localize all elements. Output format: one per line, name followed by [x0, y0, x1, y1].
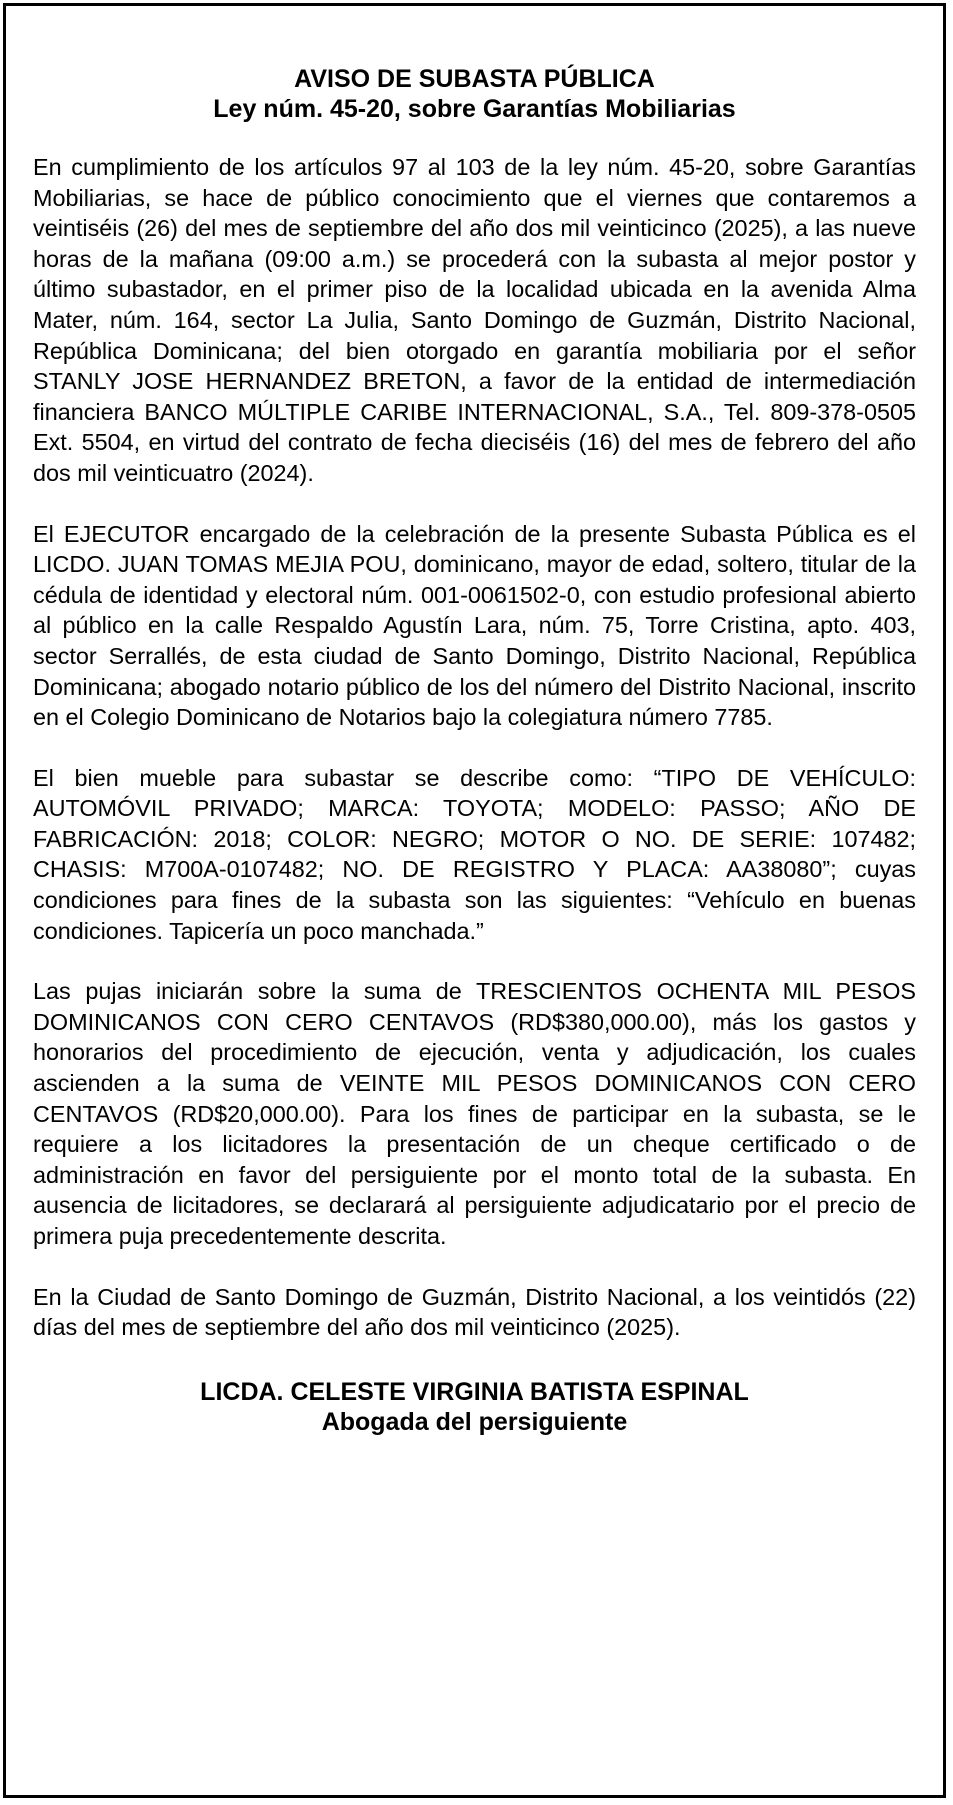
notice-subtitle: Ley núm. 45-20, sobre Garantías Mobiliarias — [213, 95, 736, 123]
paragraph-executor: El EJECUTOR encargado de la celebración de la presente Subasta Pública es el LICDO. JUAN TOMAS MEJIA POU, dominicano, mayor de edad, soltero, titular de la cédula de identidad y electoral núm. 001-0061502-0, con estudio profesional abierto al público en la calle Respaldo Agustín Lara, núm. 75, Torre Cristina, apto. 403, sector Serrallés, de esta ciudad de Santo Domingo, Distrito Nacional, República Dominicana; abogado notario público de los del número del Distrito Nacional, inscrito en el Colegio Dominicano de Notarios bajo la colegiatura número 7785. — [33, 520, 916, 731]
signature-role: Abogada del persiguiente — [321, 1407, 628, 1436]
paragraph-bidding-terms: Las pujas iniciarán sobre la suma de TRESCIENTOS OCHENTA MIL PESOS DOMINICANOS CON CERO CENTAVOS (RD$380,000.00), más los gastos y honorarios del procedimiento de ejecución, venta y adjudicación, los cuales ascienden a la suma de VEINTE MIL PESOS DOMINICANOS CON CERO CENTAVOS (RD$20,000.00). Para los fines de participar en la subasta, se le requiere a los licitadores la presentación de un cheque certificado o de administración en favor del persiguiente por el monto total de la subasta. En ausencia de licitadores, se declarará al persiguiente adjudicatario por el precio de primera puja precedentemente descrita. — [33, 978, 916, 1249]
notice-border — [3, 3, 946, 1798]
signature-name: LICDA. CELESTE VIRGINIA BATISTA ESPINAL — [200, 1377, 749, 1406]
paragraph-auction-announcement: En cumplimiento de los artículos 97 al 103 de la ley núm. 45-20, sobre Garantías Mobiliarias, se hace de público conocimiento que el viernes que contaremos a veintiséis (26) del mes de septiembre del año dos mil veinticinco (2025), a las nueve horas de la mañana (09:00 a.m.) se procederá con la subasta al mejor postor y último subastador, en el primer piso de la localidad ubicada en la avenida Alma Mater, núm. 164, sector La Julia, Santo Domingo de Guzmán, Distrito Nacional, República Dominicana; del bien otorgado en garantía mobiliaria por el señor STANLY JOSE HERNANDEZ BRETON, a favor de la entidad de intermediación financiera BANCO MÚLTIPLE CARIBE INTERNACIONAL, S.A., Tel. 809-378-0505 Ext. 5504, en virtud del contrato de fecha dieciséis (16) del mes de febrero del año dos mil veinticuatro (2024). — [33, 154, 916, 486]
paragraph-place-date: En la Ciudad de Santo Domingo de Guzmán, Distrito Nacional, a los veintidós (22) días del mes de septiembre del año dos mil veinticinco (2025). — [33, 1283, 916, 1341]
paragraph-vehicle-description: El bien mueble para subastar se describe como: “TIPO DE VEHÍCULO: AUTOMÓVIL PRIVADO; MARCA: TOYOTA; MODELO: PASSO; AÑO DE FABRICACIÓN: 2018; COLOR: NEGRO; MOTOR O NO. DE SERIE: 107482; CHASIS: M700A-0107482; NO. DE REGISTRO Y PLACA: AA38080”; cuyas condiciones para fines de la subasta son las siguientes: “Vehículo en buenas condiciones. Tapicería un poco manchada.” — [33, 764, 916, 944]
notice-body — [33, 64, 916, 1437]
notice-title: AVISO DE SUBASTA PÚBLICA — [294, 65, 655, 93]
